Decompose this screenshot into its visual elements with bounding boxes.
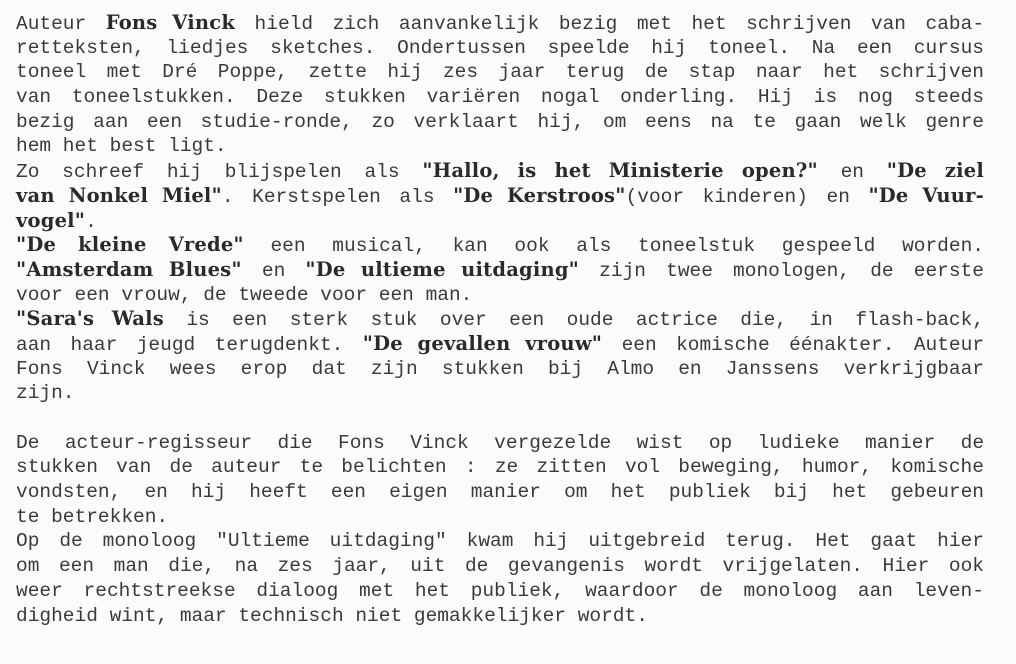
- text-run: Auteur: [16, 13, 106, 35]
- text-line: [16, 184, 984, 209]
- text-line: [16, 258, 984, 283]
- text-line: te betrekken.: [16, 505, 169, 528]
- text-run: (voor kinderen) en: [625, 185, 869, 208]
- text-run: zijn twee monologen, de eerste: [579, 259, 984, 282]
- text-run: .: [85, 210, 97, 233]
- text-run: . Kerstspelen als: [221, 185, 454, 208]
- text-run: aan haar jeugd terugdenkt.: [16, 333, 363, 356]
- paragraph-gap: [16, 406, 984, 431]
- text-line: vondsten, en hij heeft een eigen manier om het publiek bij het gebeuren: [16, 481, 984, 504]
- play-title: vogel": [16, 208, 86, 232]
- text-run: en: [817, 161, 887, 184]
- text-line: van toneelstukken. Deze stukken variëren nogal onderling. Hij is nog steeds: [16, 86, 984, 109]
- text-line: hem het best ligt.: [16, 135, 227, 158]
- text-line: zijn.: [16, 382, 75, 405]
- document-page: [16, 11, 984, 628]
- text-run: een musical, kan ook als toneelstuk gespeeld worden.: [243, 235, 984, 258]
- text-run: Zo schreef hij blijspelen als: [16, 161, 423, 184]
- text-line: bezig aan een studie-ronde, zo verklaart hij, om eens na te gaan welk genre: [16, 110, 984, 133]
- text-line: [16, 159, 984, 184]
- play-title: "De ziel: [886, 159, 985, 183]
- author-name: Fons Vinck: [105, 11, 236, 34]
- play-title: "De gevallen vrouw": [362, 331, 603, 355]
- text-run: een komische éénakter. Auteur: [602, 333, 985, 356]
- text-run: hield zich aanvankelijk bezig met het schrijven van caba-: [235, 13, 985, 35]
- text-line: [16, 332, 984, 357]
- text-line: [16, 11, 984, 36]
- play-title: "De kleine Vrede": [16, 233, 244, 257]
- text-line: Fons Vinck wees erop dat zijn stukken bij Almo en Janssens verkrijgbaar: [16, 357, 985, 380]
- text-line: [16, 209, 984, 234]
- text-line: voor een vrouw, de tweede voor een man.: [16, 283, 473, 306]
- text-line: retteksten, liedjes sketches. Ondertussen speelde hij toneel. Na een cursus: [16, 36, 985, 59]
- play-title: "De ultieme uitdaging": [305, 257, 580, 281]
- play-title: "Sara's Wals: [16, 307, 164, 331]
- text-line: [16, 233, 984, 258]
- text-line: om een man die, na zes jaar, uit de gevangenis wordt vrijgelaten. Hier ook: [16, 555, 984, 578]
- text-line: toneel met Dré Poppe, zette hij zes jaar terug de stap naar het schrijven: [16, 61, 984, 84]
- text-run: en: [241, 259, 306, 282]
- text-run: is een sterk stuk over een oude actrice die, in flash-back,: [163, 309, 985, 332]
- play-title: van Nonkel Miel": [16, 183, 222, 207]
- play-title: "De Vuur-: [868, 183, 984, 207]
- paragraph-authors-works: [16, 11, 984, 406]
- play-title: "Amsterdam Blues": [16, 257, 242, 281]
- text-line: weer rechtstreekse dialoog met het publiek, waardoor de monoloog aan leven-: [16, 579, 984, 602]
- paragraph-actor-director: [16, 431, 984, 629]
- text-line: stukken van de auteur te belichten : ze zitten vol beweging, humor, komische: [16, 456, 984, 479]
- text-line: De acteur-regisseur die Fons Vinck vergezelde wist op ludieke manier de: [16, 431, 985, 454]
- text-line: digheid wint, maar technisch niet gemakkelijker wordt.: [16, 604, 648, 627]
- text-line: [16, 307, 984, 332]
- play-title: "Hallo, is het Ministerie open?": [422, 159, 818, 183]
- text-line: Op de monoloog "Ultieme uitdaging" kwam hij uitgebreid terug. Het gaat hier: [16, 530, 984, 553]
- play-title: "De Kerstroos": [453, 183, 626, 207]
